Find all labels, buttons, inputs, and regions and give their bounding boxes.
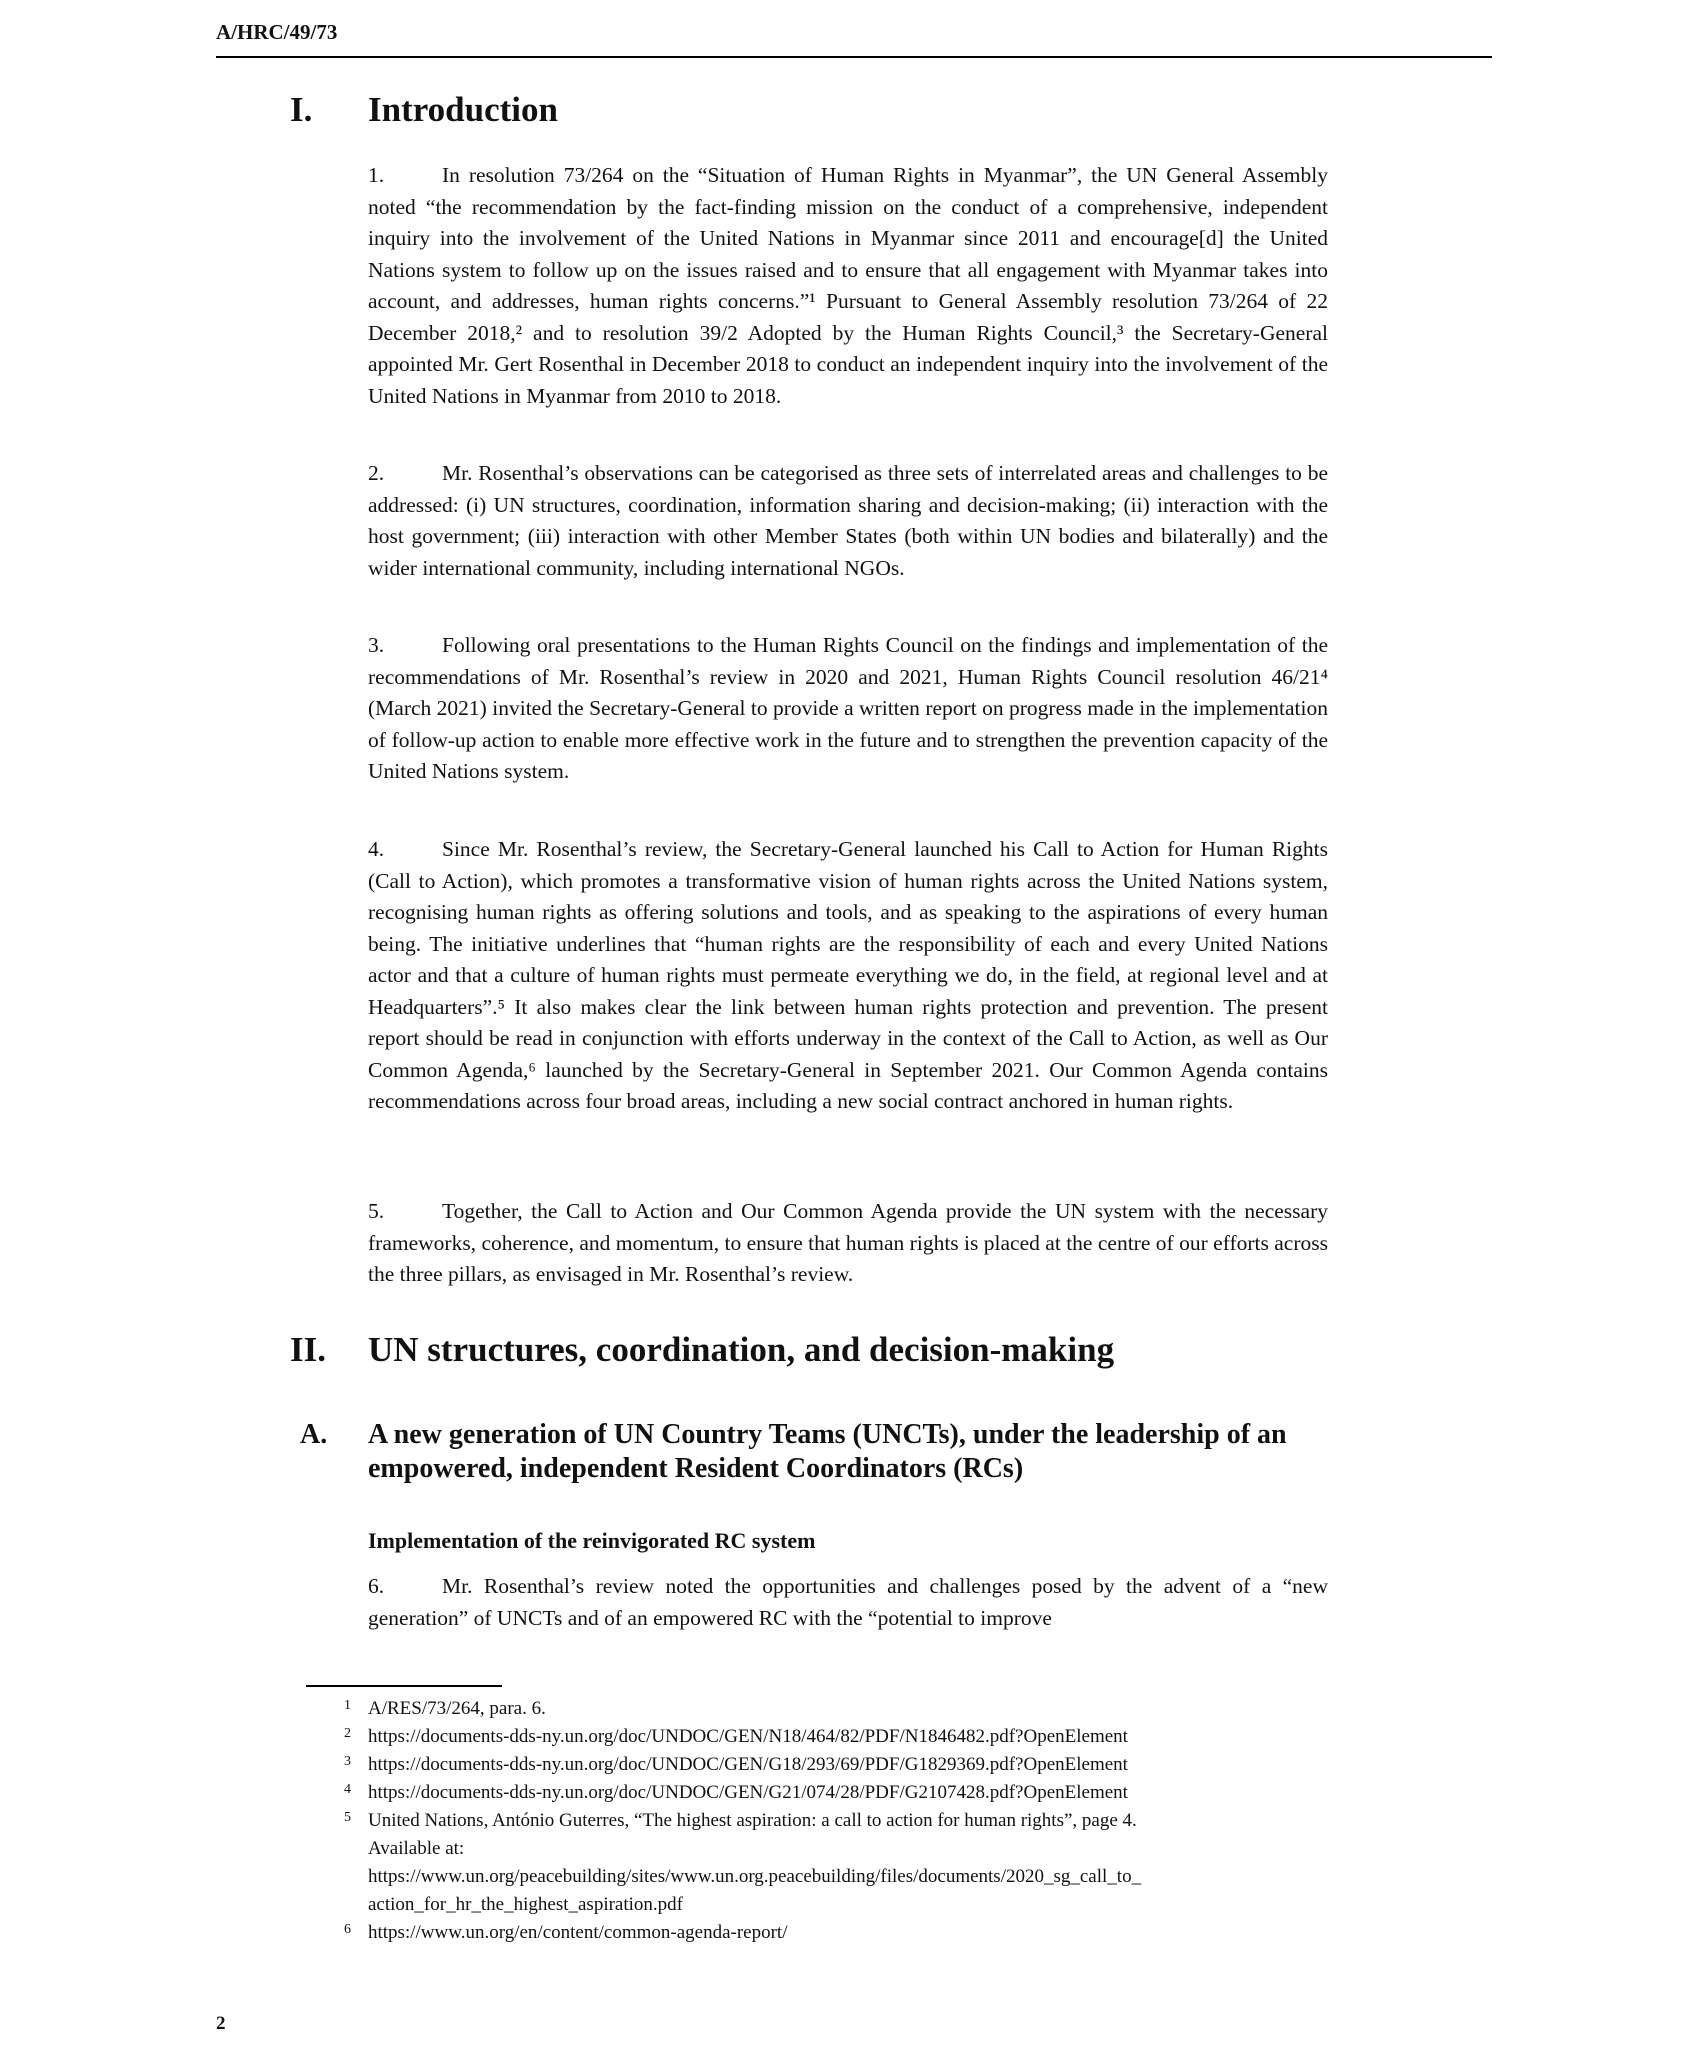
subsection-heading-a — [300, 1418, 1328, 1486]
paragraph-6 — [368, 1571, 1328, 1634]
footnote-link[interactable]: https://documents-dds-ny.un.org/doc/UNDOC/GEN/N18/464/82/PDF/N1846482.pdf?OpenElement — [368, 1726, 1128, 1747]
paragraph-text: Mr. Rosenthal’s observations can be categorised as three sets of interrelated areas and challenges to be addressed: (i) UN structures, coordination, information sharing and decision-making; (ii) interaction with the host government; (iii) interaction with other Member States (both within UN bodies and bilaterally) and the wider international community, including international NGOs. — [368, 461, 1328, 580]
paragraph-4 — [368, 834, 1328, 1118]
paragraph-number: 5. — [368, 1199, 385, 1223]
footnote-mark: 1 — [344, 1698, 351, 1713]
footnote-mark: 4 — [344, 1782, 351, 1797]
section-number: I. — [290, 90, 313, 129]
paragraph-text: Together, the Call to Action and Our Common Agenda provide the UN system with the necessary frameworks, coherence, and momentum, to ensure that human rights is placed at the centre of our efforts across the three pillars, as envisaged in Mr. Rosenthal’s review. — [368, 1199, 1328, 1286]
footnote-1 — [306, 1695, 1346, 1723]
section-title: UN structures, coordination, and decision-making — [368, 1330, 1115, 1369]
paragraph-text: Mr. Rosenthal’s review noted the opportunities and challenges posed by the advent of a “new generation” of UNCTs and of an empowered RC with the “potential to improve — [368, 1574, 1328, 1630]
footnote-mark: 5 — [344, 1810, 351, 1825]
footnote-6 — [306, 1919, 1346, 1947]
section-heading-introduction — [290, 90, 558, 130]
subsection-number: A. — [300, 1419, 328, 1450]
footnote-5 — [306, 1807, 1346, 1919]
footnote-separator — [306, 1685, 502, 1687]
paragraph-1 — [368, 160, 1328, 412]
footnote-mark: 2 — [344, 1726, 351, 1741]
paragraph-number: 3. — [368, 633, 385, 657]
footnote-link[interactable]: https://www.un.org/peacebuilding/sites/www.un.org.peacebuilding/files/documents/2020_sg_call_to_ — [368, 1866, 1142, 1887]
footnote-2 — [306, 1723, 1346, 1751]
footnote-link[interactable]: https://www.un.org/en/content/common-agenda-report/ — [368, 1922, 788, 1943]
minor-heading: Implementation of the reinvigorated RC system — [368, 1528, 816, 1553]
paragraph-number: 1. — [368, 163, 385, 187]
footnote-text: A/RES/73/264, para. 6. — [368, 1698, 546, 1719]
paragraph-3 — [368, 630, 1328, 788]
paragraph-number: 6. — [368, 1574, 385, 1598]
paragraph-number: 2. — [368, 461, 385, 485]
paragraph-text: In resolution 73/264 on the “Situation of Human Rights in Myanmar”, the UN General Assembly noted “the recommendation by the fact-finding mission on the conduct of a comprehensive, independent inquiry into the involvement of the United Nations in Myanmar since 2011 and encourage[d] the United Nations system to follow up on the issues raised and to ensure that all engagement with Myanmar takes into account, and addresses, human rights concerns.”¹ Pursuant to General Assembly resolution 73/264 of 22 December 2018,² and to resolution 39/2 Adopted by the Human Rights Council,³ the Secretary-General appointed Mr. Gert Rosenthal in December 2018 to conduct an independent inquiry into the involvement of the United Nations in Myanmar from 2010 to 2018. — [368, 163, 1328, 408]
footnote-link[interactable]: https://documents-dds-ny.un.org/doc/UNDOC/GEN/G18/293/69/PDF/G1829369.pdf?OpenElement — [368, 1754, 1128, 1775]
paragraph-text: Since Mr. Rosenthal’s review, the Secretary-General launched his Call to Action for Human Rights (Call to Action), which promotes a transformative vision of human rights across the United Nations system, recognising human rights as offering solutions and tools, and as speaking to the aspirations of every human being. The initiative underlines that “human rights are the responsibility of each and every United Nations actor and that a culture of human rights must permeate everything we do, in the field, at regional level and at Headquarters”.⁵ It also makes clear the link between human rights protection and prevention. The present report should be read in conjunction with efforts underway in the context of the Call to Action, as well as Our Common Agenda,⁶ launched by the Secretary-General in September 2021. Our Common Agenda contains recommendations across four broad areas, including a new social contract anchored in human rights. — [368, 837, 1328, 1113]
footnote-text: Available at: — [368, 1838, 465, 1859]
section-heading-un-structures — [290, 1330, 1114, 1370]
footnotes — [306, 1685, 1346, 1947]
footnote-link-continued[interactable]: action_for_hr_the_highest_aspiration.pdf — [368, 1894, 684, 1915]
footnote-text: United Nations, António Guterres, “The highest aspiration: a call to action for human rights”, page 4. — [368, 1810, 1137, 1831]
paragraph-2 — [368, 458, 1328, 584]
footnote-mark: 6 — [344, 1922, 351, 1937]
paragraph-text: Following oral presentations to the Human Rights Council on the findings and implementation of the recommendations of Mr. Rosenthal’s review in 2020 and 2021, Human Rights Council resolution 46/21⁴ (March 2021) invited the Secretary-General to provide a written report on progress made in the implementation of follow-up action to enable more effective work in the future and to strengthen the prevention capacity of the United Nations system. — [368, 633, 1328, 783]
footnote-link[interactable]: https://documents-dds-ny.un.org/doc/UNDOC/GEN/G21/074/28/PDF/G2107428.pdf?OpenElement — [368, 1782, 1128, 1803]
subsection-title: A new generation of UN Country Teams (UNCTs), under the leadership of an empowered, independent Resident Coordinators (RCs) — [368, 1419, 1287, 1484]
footnote-4 — [306, 1779, 1346, 1807]
document-symbol: A/HRC/49/73 — [216, 20, 338, 44]
paragraph-5 — [368, 1196, 1328, 1291]
footnote-mark: 3 — [344, 1754, 351, 1769]
page-header — [216, 18, 1492, 58]
section-title: Introduction — [368, 90, 558, 129]
page-number: 2 — [216, 2013, 226, 2034]
paragraph-number: 4. — [368, 837, 385, 861]
footnote-3 — [306, 1751, 1346, 1779]
section-number: II. — [290, 1330, 326, 1369]
